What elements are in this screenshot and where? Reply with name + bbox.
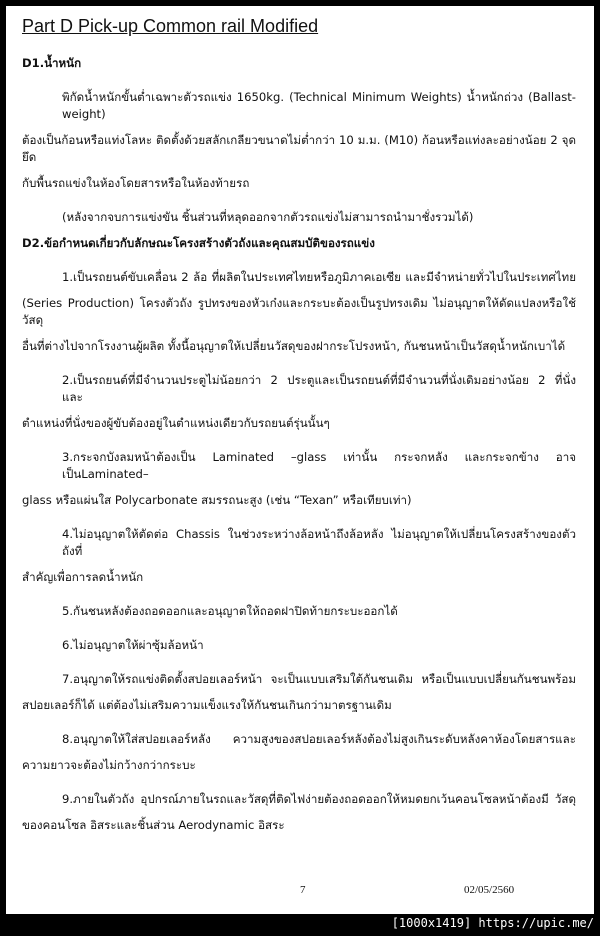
watermark: [1000x1419] https://upic.me/ <box>391 916 594 930</box>
list-item-line: อื่นที่ต่างไปจากโรงงานผู้ผลิต ทั้งนี้อนุญาตให้เปลี่ยนวัสดุของฝากระโปรงหน้า, กันชนหน้าเป็นวัสดุน้ำหนักเบาได้ <box>22 339 566 353</box>
text-line: (หลังจากจบการแข่งขัน ชิ้นส่วนที่หลุดออกจากตัวรถแข่งไม่สามารถนำมาชั่งรวมได้) <box>62 210 474 224</box>
page-footer <box>6 884 594 904</box>
footer-date: 02/05/2560 <box>464 884 515 896</box>
text-line: ต้องเป็นก้อนหรือแท่งโลหะ ติดตั้งด้วยสลักเกลียวขนาดไม่ต่ำกว่า 10 ม.ม. (M10) ก้อนหรือแท่งละอย่างน้อย 2 จุด ยึด <box>22 133 576 164</box>
document-page <box>6 6 594 914</box>
list-item-line: (Series Production) โครงตัวถัง รูปทรงของหัวเก๋งและกระบะต้องเป็นรูปทรงเดิม ไม่อนุญาตให้ดัดแปลงหรือใช้วัสดุ <box>22 296 576 327</box>
document-body <box>22 55 576 834</box>
list-item-line: 3.กระจกบังลมหน้าต้องเป็น Laminated –glass เท่านั้น กระจกหลัง และกระจกข้าง อาจเป็นLaminated– <box>62 450 576 481</box>
list-item-line: ของคอนโซล อิสระและชิ้นส่วน Aerodynamic อิสระ <box>22 818 285 832</box>
text-line: พิกัดน้ำหนักขั้นต่ำเฉพาะตัวรถแข่ง 1650kg. (Technical Minimum Weights) น้ำหนักถ่วง (Ballast-weight) <box>62 90 576 121</box>
page-number: 7 <box>300 884 306 896</box>
list-item-line: 2.เป็นรถยนต์ที่มีจำนวนประตูไม่น้อยกว่า 2 ประตูและเป็นรถยนต์ที่มีจำนวนที่นั่งเดิมอย่างน้อย 2 ที่นั่ง และ <box>62 373 576 404</box>
list-item-line: 6.ไม่อนุญาตให้ผ่าซุ้มล้อหน้า <box>62 638 204 652</box>
list-item-line: สำคัญเพื่อการลดน้ำหนัก <box>22 570 144 584</box>
section-heading-d1: D1.น้ำหนัก <box>22 56 82 70</box>
section-heading-d2: D2.ข้อกำหนดเกี่ยวกับลักษณะโครงสร้างตัวถังและคุณสมบัติของรถแข่ง <box>22 236 375 250</box>
list-item-line: 7.อนุญาตให้รถแข่งติดตั้งสปอยเลอร์หน้า จะเป็นแบบเสริมใต้กันชนเดิม หรือเป็นแบบเปลี่ยนกันชนพร้อม <box>62 672 576 686</box>
list-item-line: ความยาวจะต้องไม่กว้างกว่ากระบะ <box>22 758 196 772</box>
list-item-line: 4.ไม่อนุญาตให้ตัดต่อ Chassis ในช่วงระหว่างล้อหน้าถึงล้อหลัง ไม่อนุญาตให้เปลี่ยนโครงสร้างของตัวถังที่ <box>62 527 576 558</box>
list-item-line: glass หรือแผ่นใส Polycarbonate สมรรถนะสูง (เช่น “Texan” หรือเทียบเท่า) <box>22 493 412 507</box>
list-item-line: 1.เป็นรถยนต์ขับเคลื่อน 2 ล้อ ที่ผลิตในประเทศไทยหรือภูมิภาคเอเซีย และมีจำหน่ายทั่วไปในประเทศไทย <box>62 270 576 284</box>
watermark-bar <box>0 914 600 936</box>
list-item-line: 5.กันชนหลังต้องถอดออกและอนุญาตให้ถอดฝาปิดท้ายกระบะออกได้ <box>62 604 398 618</box>
list-item-line: 8.อนุญาตให้ใส่สปอยเลอร์หลัง ความสูงของสปอยเลอร์หลังต้องไม่สูงเกินระดับหลังคาห้องโดยสารและ <box>62 732 576 746</box>
page-title: Part D Pick-up Common rail Modified <box>22 16 319 36</box>
list-item-line: 9.ภายในตัวถัง อุปกรณ์ภายในรถและวัสดุที่ติดไฟง่ายต้องถอดออกให้หมดยกเว้นคอนโซลหน้าต้องมี วัสดุ <box>62 792 576 806</box>
text-line: กับพื้นรถแข่งในห้องโดยสารหรือในห้องท้ายรถ <box>22 176 250 190</box>
list-item-line: ตำแหน่งที่นั่งของผู้ขับต้องอยู่ในตำแหน่งเดียวกับรถยนต์รุ่นนั้นๆ <box>22 416 330 430</box>
list-item-line: สปอยเลอร์ก็ได้ แต่ต้องไม่เสริมความแข็งแรงให้กันชนเกินกว่ามาตรฐานเดิม <box>22 698 392 712</box>
